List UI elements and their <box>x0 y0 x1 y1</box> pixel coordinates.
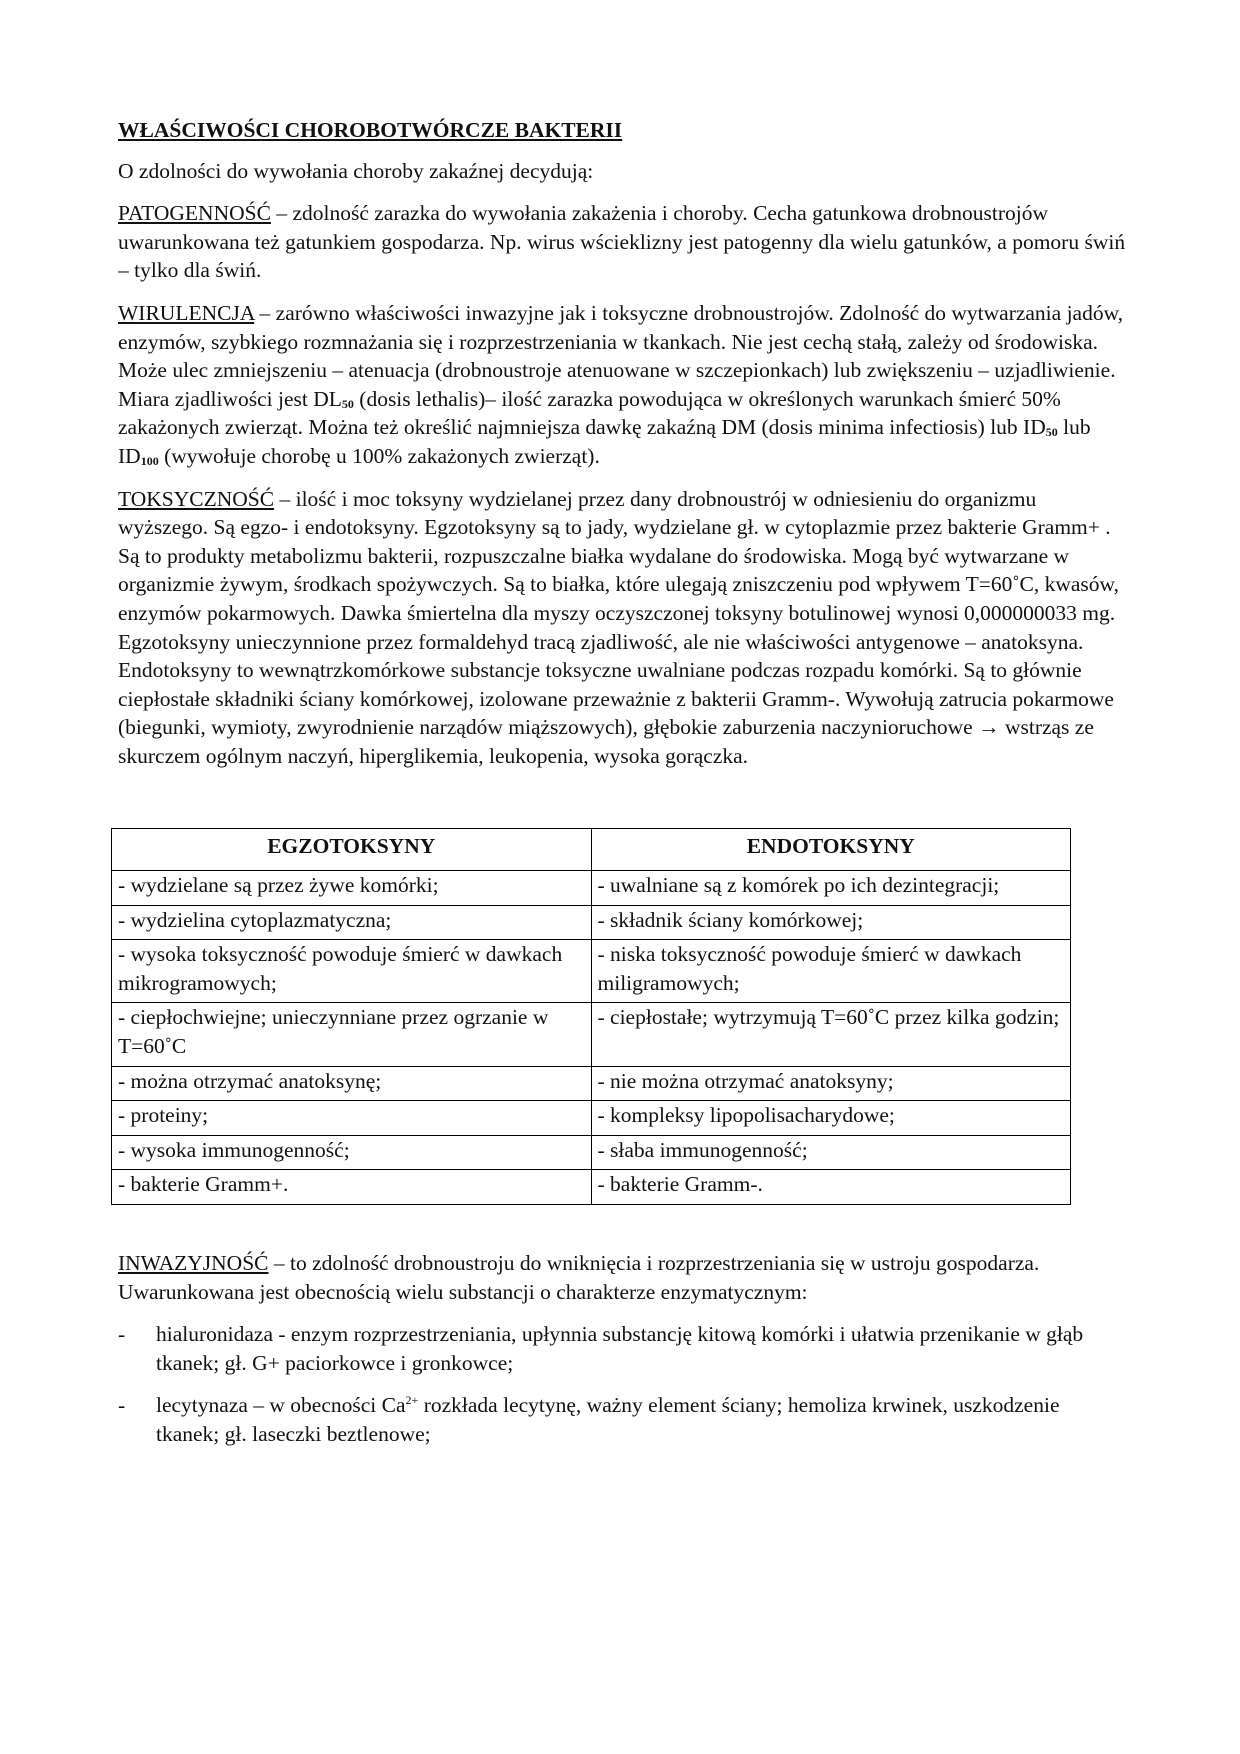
inwazyjnosc-paragraph <box>118 1249 1128 1306</box>
wirulencja-text: (dosis lethalis)– ilość zarazka powodująca w określonych warunkach śmierć 50% zakażonych zwierząt. Można też określić najmniejsza dawkę zakaźną DM (dosis minima infectiosis) lub ID <box>118 386 1061 440</box>
table-row <box>112 940 1071 1003</box>
intro-paragraph: O zdolności do wywołania choroby zakaźnej decydują: <box>118 158 594 183</box>
header-endotoksyny: ENDOTOKSYNY <box>591 829 1071 871</box>
term-wirulencja: WIRULENCJA <box>118 300 255 325</box>
table-row <box>112 871 1071 906</box>
inwazyjnosc-text: – to zdolność drobnoustroju do wniknięcia i rozprzestrzeniania się w ustroju gospodarza. Uwarunkowana jest obecnością wielu substancji o charakterze enzymatycznym: <box>118 1251 1040 1304</box>
cell-egzotoksyny: - proteiny; <box>112 1101 592 1136</box>
cell-endotoksyny: - ciepłostałe; wytrzymują T=60˚C przez kilka godzin; <box>591 1003 1071 1066</box>
cell-endotoksyny: - niska toksyczność powoduje śmierć w dawkach miligramowych; <box>591 940 1071 1003</box>
subscript: 100 <box>140 453 159 468</box>
cell-egzotoksyny: - wysoka toksyczność powoduje śmierć w dawkach mikrogramowych; <box>112 940 592 1003</box>
patogennosc-paragraph <box>118 199 1128 285</box>
table-row <box>112 1066 1071 1101</box>
table-row <box>112 905 1071 940</box>
list-dash: - <box>118 1393 126 1418</box>
toxins-comparison-table <box>111 828 1071 1205</box>
term-toksycznosc: TOKSYCZNOŚĆ <box>118 486 275 511</box>
list-item-text: hialuronidaza - enzym rozprzestrzeniania, upłynnia substancję kitową komórki i ułatwia przenikanie w głąb tkanek; gł. G+ paciorkowce i gronkowce; <box>156 1322 1084 1375</box>
superscript: 2+ <box>405 1393 419 1408</box>
document-page <box>118 116 1128 1463</box>
list-item <box>118 1391 1128 1448</box>
cell-egzotoksyny: - wysoka immunogenność; <box>112 1135 592 1170</box>
cell-endotoksyny: - uwalniane są z komórek po ich dezintegracji; <box>591 871 1071 906</box>
table-row <box>112 1135 1071 1170</box>
cell-endotoksyny: - bakterie Gramm-. <box>591 1170 1071 1205</box>
cell-egzotoksyny: - ciepłochwiejne; unieczynniane przez ogrzanie w T=60˚C <box>112 1003 592 1066</box>
subscript: 50 <box>1045 425 1058 440</box>
list-item-text: rozkłada lecytynę, ważny element ściany; hemoliza krwinek, uszkodzenie tkanek; gł. laseczki beztlenowe; <box>156 1393 1060 1446</box>
enzyme-list <box>118 1320 1128 1448</box>
cell-endotoksyny: - nie można otrzymać anatoksyny; <box>591 1066 1071 1101</box>
table-row <box>112 1003 1071 1066</box>
cell-egzotoksyny: - można otrzymać anatoksynę; <box>112 1066 592 1101</box>
toksycznosc-text: – ilość i moc toksyny wydzielanej przez dany drobnoustrój w odniesieniu do organizmu wyższego. Są egzo- i endotoksyny. Egzotoksyny są to jady, wydzielane gł. w cytoplazmie przez bakterie Gramm+ . Są to produkty metabolizmu bakterii, rozpuszczalne białka wydalane do środowiska. Mogą być wytwarzane w organizmie żywym, środkach spożywczych. Są to białka, które ulegają zniszczeniu pod wpływem T=60˚C, kwasów, enzymów pokarmowych. Dawka śmiertelna dla myszy oczyszczonej toksyny botulinowej wynosi 0,000000033 mg. Egzotoksyny unieczynnione przez formaldehyd tracą zjadliwość, ale nie właściwości antygenowe – anatoksyna. Endotoksyny to wewnątrzkomórkowe substancje toksyczne uwalniane podczas rozpadu komórki. Są to głównie ciepłostałe składniki ściany komórkowej, izolowane przeważnie z bakterii Gramm-. Wywołują zatrucia pokarmowe (biegunki, wymioty, zwyrodnienie narządów miąższowych), głębokie zaburzenia naczynioruchowe → wstrząs ze skurczem ogólnym naczyń, hiperglikemia, leukopenia, wysoka gorączka. <box>118 486 1120 768</box>
cell-egzotoksyny: - wydzielane są przez żywe komórki; <box>112 871 592 906</box>
table-row <box>112 1170 1071 1205</box>
cell-endotoksyny: - kompleksy lipopolisacharydowe; <box>591 1101 1071 1136</box>
table-row <box>112 1101 1071 1136</box>
wirulencja-text: – zarówno właściwości inwazyjne jak i toksyczne drobnoustrojów. Zdolność do wytwarzania jadów, enzymów, szybkiego rozmnażania się i rozprzestrzeniania w tkankach. Nie jest cechą stałą, zależy od środowiska. Może ulec zmniejszeniu – atenuacja (drobnoustroje atenuowane w szczepionkach) lub zwiększeniu – uzjadliwienie. Miara zjadliwości jest DL <box>118 300 1124 411</box>
toksycznosc-paragraph <box>118 485 1128 771</box>
table-header-row <box>112 829 1071 871</box>
cell-endotoksyny: - słaba immunogenność; <box>591 1135 1071 1170</box>
wirulencja-text: (wywołuje chorobę u 100% zakażonych zwierząt). <box>158 443 600 468</box>
cell-egzotoksyny: - wydzielina cytoplazmatyczna; <box>112 905 592 940</box>
patogennosc-text: – zdolność zarazka do wywołania zakażenia i choroby. Cecha gatunkowa drobnoustrojów uwarunkowana też gatunkiem gospodarza. Np. wirus wścieklizny jest patogenny dla wielu gatunków, a pomoru świń – tylko dla świń. <box>118 201 1126 283</box>
wirulencja-text: lub ID <box>118 415 1091 468</box>
wirulencja-paragraph <box>118 299 1128 471</box>
subscript: 50 <box>341 396 354 411</box>
cell-endotoksyny: - składnik ściany komórkowej; <box>591 905 1071 940</box>
term-inwazyjnosc: INWAZYJNOŚĆ <box>118 1251 269 1275</box>
term-patogennosc: PATOGENNOŚĆ <box>118 201 271 226</box>
list-item-text: lecytynaza – w obecności Ca <box>156 1393 406 1418</box>
cell-egzotoksyny: - bakterie Gramm+. <box>112 1170 592 1205</box>
list-dash: - <box>118 1322 126 1347</box>
header-egzotoksyny: EGZOTOKSYNY <box>112 829 592 871</box>
document-title: WŁAŚCIWOŚCI CHOROBOTWÓRCZE BAKTERII <box>118 118 623 142</box>
list-item <box>118 1320 1128 1377</box>
